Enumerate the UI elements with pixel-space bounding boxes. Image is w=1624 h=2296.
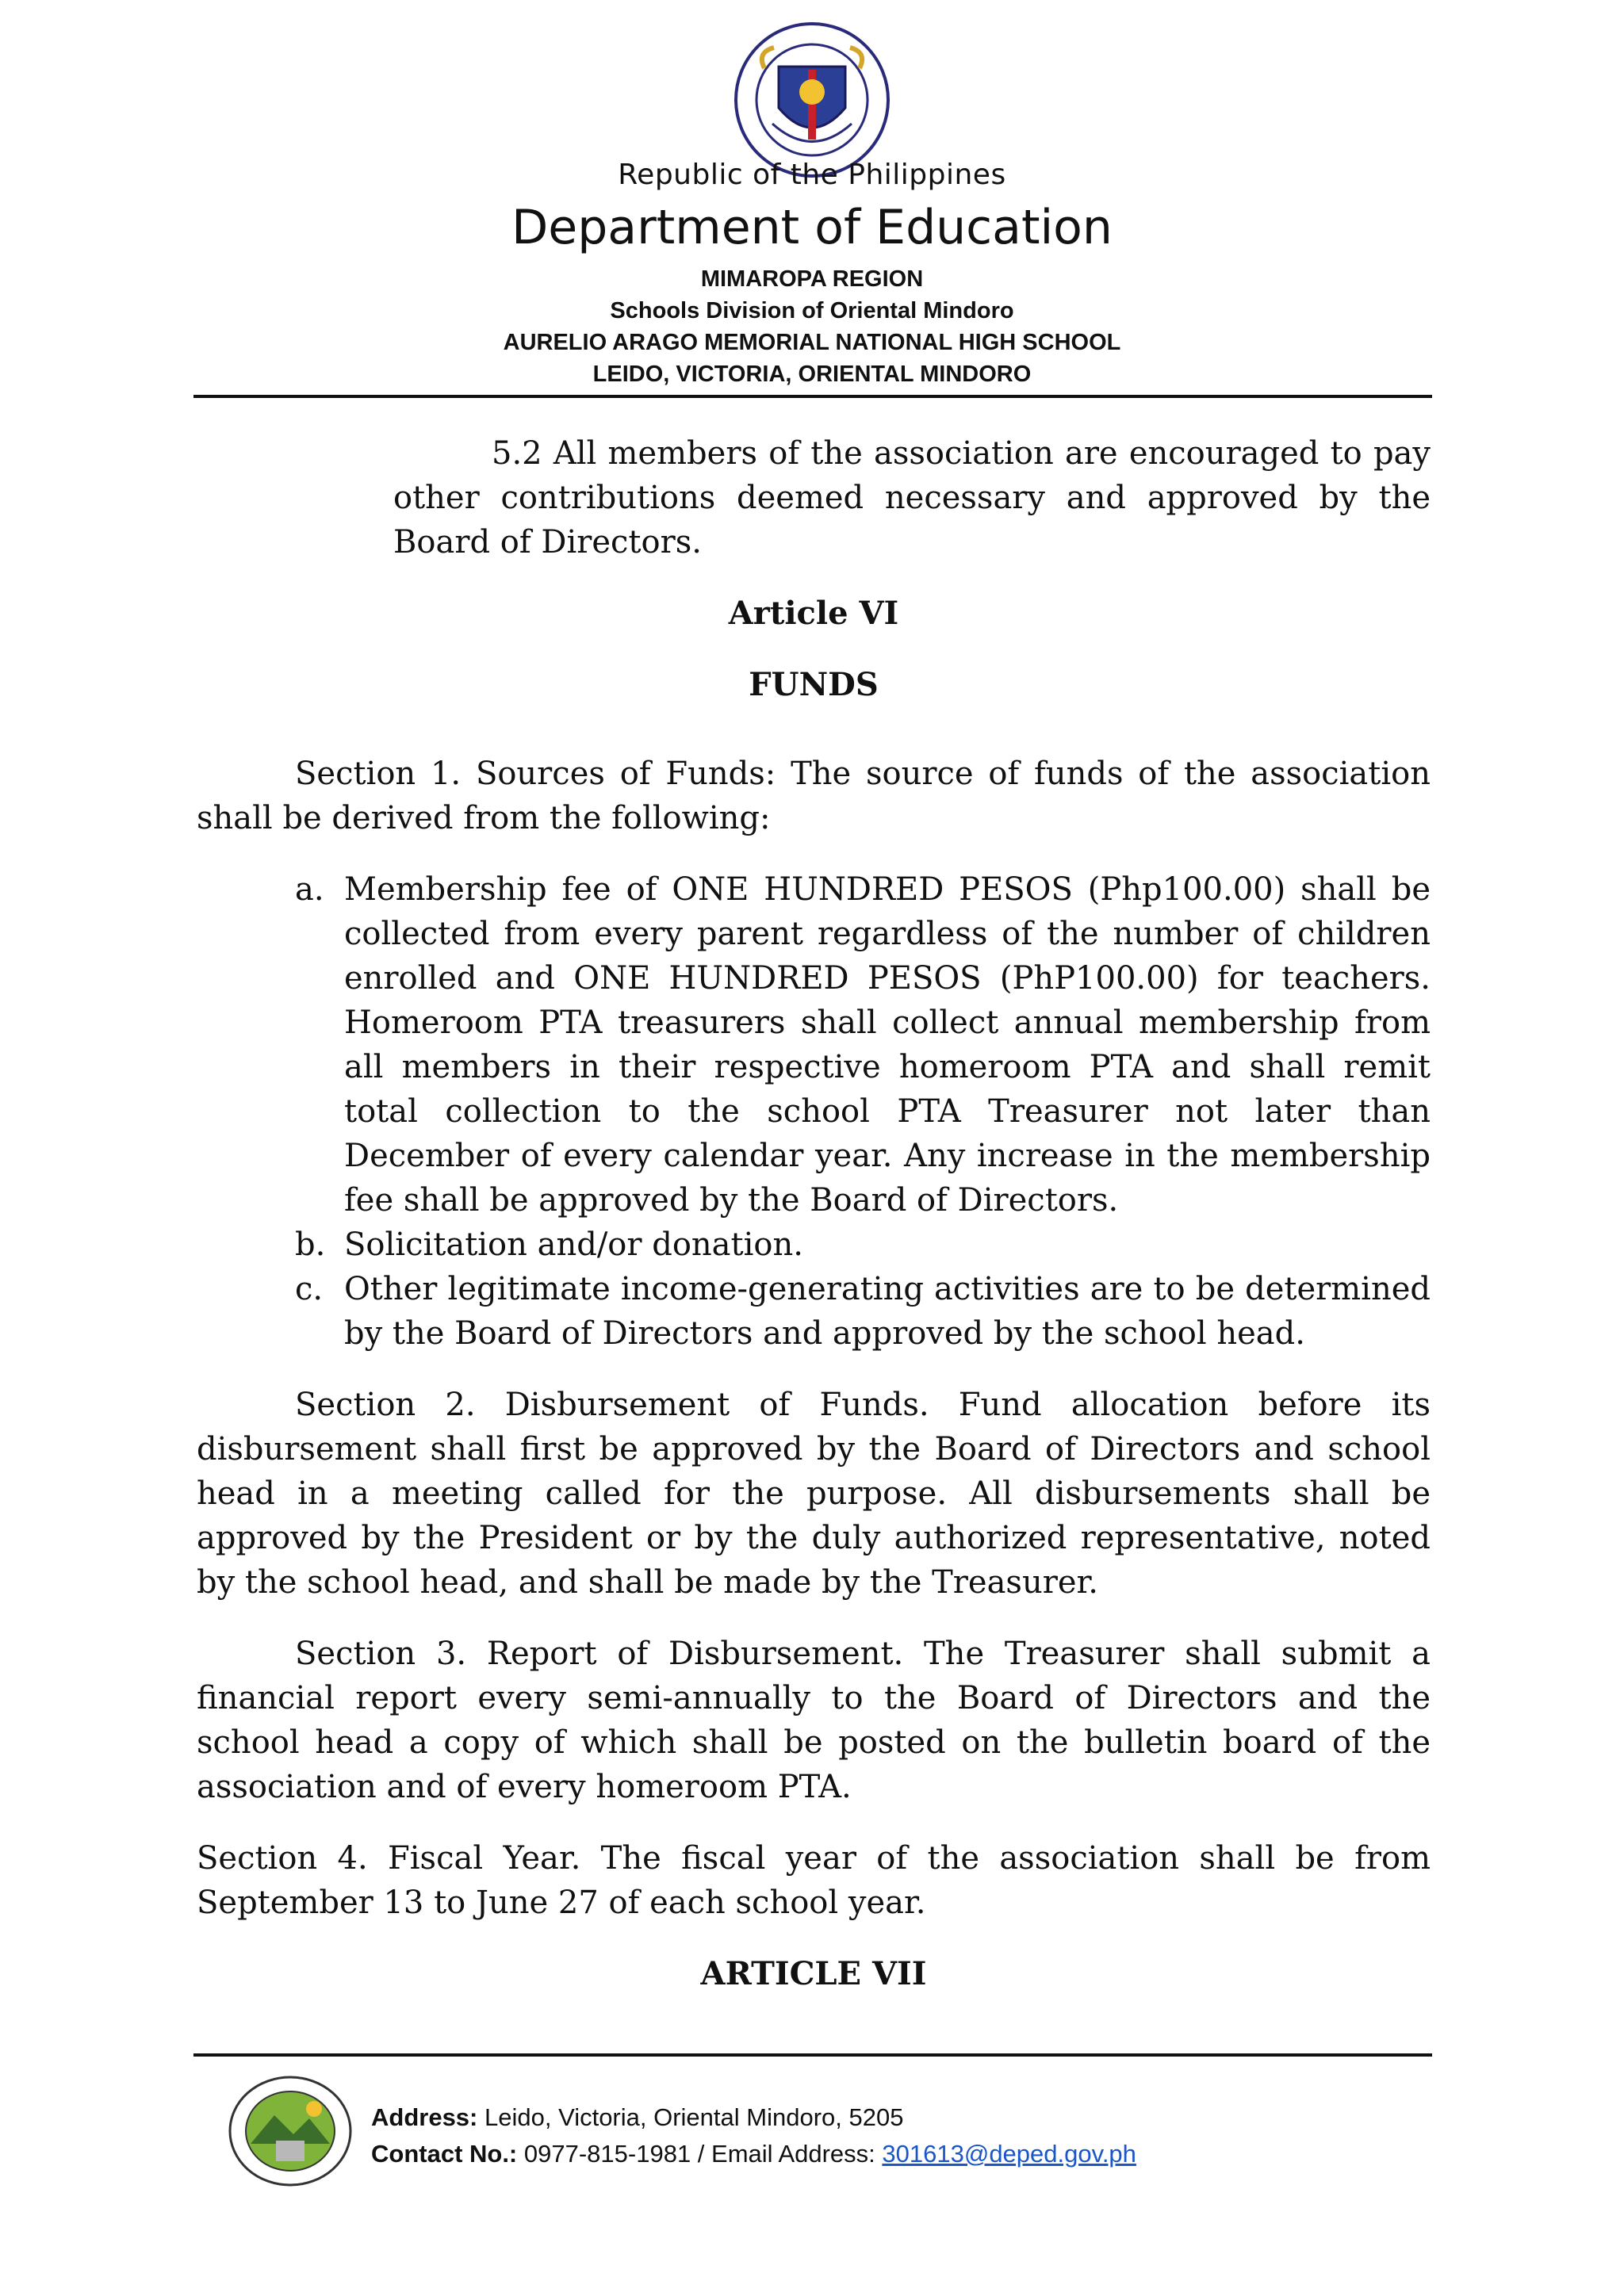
subsection-5-2 [393, 431, 1431, 564]
article-vii-heading: ARTICLE VII [700, 1955, 927, 1992]
list-item-text: Other legitimate income-generating activities are to be determined by the Board of Directors and approved by the school head. [344, 1271, 1431, 1352]
footer-contact [371, 2099, 1136, 2172]
list-item [197, 1267, 1431, 1356]
deped-seal-icon [733, 21, 891, 179]
document-body [197, 431, 1431, 1996]
section-1-paragraph: Section 1. Sources of Funds: The source of funds of the association shall be derived from the following: [197, 756, 1431, 836]
list-item-text: Solicitation and/or donation. [344, 1226, 803, 1263]
footer-contact-line [371, 2136, 1136, 2172]
address-value: Leido, Victoria, Oriental Mindoro, 5205 [485, 2103, 904, 2131]
header-department: Department of Education [511, 200, 1113, 255]
footer-divider [193, 2053, 1432, 2057]
funds-sources-list [197, 867, 1431, 1356]
header-republic: Republic of the Philippines [618, 159, 1006, 191]
list-item [197, 867, 1431, 1223]
header-location: LEIDO, VICTORIA, ORIENTAL MINDORO [592, 362, 1032, 387]
section-3-paragraph: Section 3. Report of Disbursement. The Treasurer shall submit a financial report every semi-annually to the Board of Directors and the school head a copy of which shall be posted on the bulletin board of the association and of every homeroom PTA. [197, 1636, 1431, 1805]
contact-label: Contact No.: [371, 2140, 518, 2168]
list-marker: a. [295, 871, 324, 908]
funds-heading: FUNDS [749, 666, 879, 703]
paragraph-5-2: 5.2 All members of the association are encouraged to pay other contributions deemed necessary and approved by the Board of Directors. [393, 435, 1431, 561]
footer-address-line [371, 2099, 1136, 2136]
section-4-paragraph: Section 4. Fiscal Year. The fiscal year of the association shall be from September 13 to June 27 of each school year. [197, 1840, 1431, 1921]
article-vi-heading: Article VI [728, 595, 899, 632]
header-division: Schools Division of Oriental Mindoro [610, 298, 1014, 323]
section-2-paragraph: Section 2. Disbursement of Funds. Fund allocation before its disbursement shall first be approved by the Board of Directors and school head in a meeting called for the purpose. All disbursements shall be approved by the President or by the duly authorized representative, noted by the school head, and shall be made by the Treasurer. [197, 1387, 1431, 1601]
list-item-text: Membership fee of ONE HUNDRED PESOS (Php100.00) shall be collected from every parent regardless of the number of children enrolled and ONE HUNDRED PESOS (PhP100.00) for teachers. Homeroom PTA treasurers shall collect annual membership from all members in their respective homeroom PTA and shall remit total collection to the school PTA Treasurer not later than December of every calendar year. Any increase in the membership fee shall be approved by the Board of Directors. [344, 871, 1431, 1219]
header-school: AURELIO ARAGO MEMORIAL NATIONAL HIGH SCHOOL [503, 330, 1121, 355]
contact-value: 0977-815-1981 / Email Address: [523, 2140, 875, 2168]
list-marker: b. [295, 1226, 326, 1263]
school-seal-icon [227, 2074, 354, 2188]
email-link[interactable]: 301613@deped.gov.ph [882, 2140, 1136, 2168]
header-region: MIMAROPA REGION [700, 266, 924, 292]
list-marker: c. [295, 1271, 324, 1307]
address-label: Address: [371, 2103, 478, 2131]
list-item [197, 1223, 1431, 1267]
header-divider [193, 395, 1432, 398]
